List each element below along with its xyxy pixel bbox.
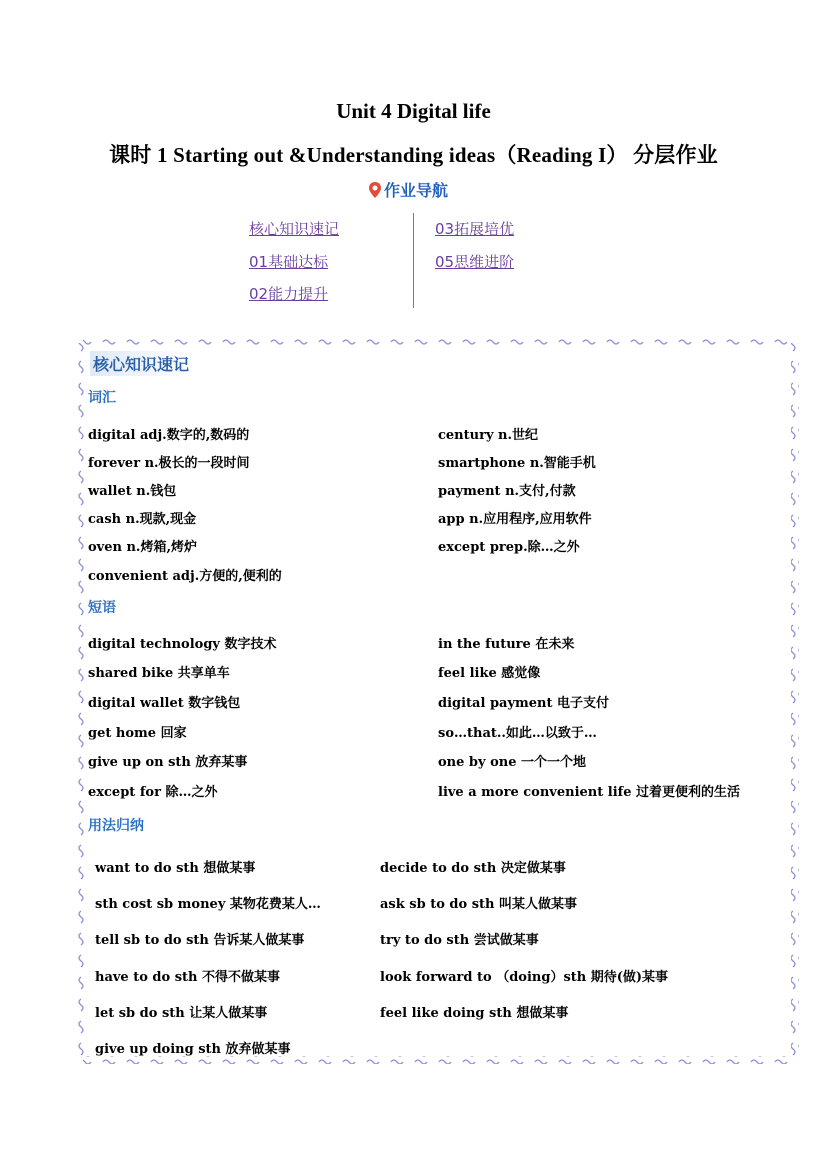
vocab-item: oven n.烤箱,烤炉 <box>88 540 197 555</box>
phrases-heading: 短语 <box>88 600 116 616</box>
vocab-heading: 词汇 <box>88 390 116 406</box>
usage-item: decide to do sth 决定做某事 <box>380 861 566 876</box>
vocab-item: payment n.支付,付款 <box>438 484 576 499</box>
usage-item: ask sb to do sth 叫某人做某事 <box>380 897 577 912</box>
nav-link-core-knowledge[interactable]: 核心知识速记 <box>249 220 340 238</box>
usage-item: have to do sth 不得不做某事 <box>95 970 281 985</box>
nav-link-basic[interactable]: 01基础达标 <box>249 253 329 271</box>
vocab-item: cash n.现款,现金 <box>88 512 197 527</box>
phrase-item: so…that..如此…以致于… <box>438 726 597 741</box>
phrase-item: give up on sth 放弃某事 <box>88 755 248 770</box>
usage-heading: 用法归纳 <box>88 818 144 834</box>
usage-item: look forward to （doing）sth 期待(做)某事 <box>380 970 669 985</box>
phrase-item: in the future 在未来 <box>438 637 575 652</box>
vocab-item: smartphone n.智能手机 <box>438 456 596 471</box>
nav-heading-text: 作业导航 <box>384 181 449 200</box>
usage-item: want to do sth 想做某事 <box>95 861 256 876</box>
vocab-item: wallet n.钱包 <box>88 484 177 499</box>
phrase-item: digital wallet 数字钱包 <box>88 696 241 711</box>
nav-divider <box>413 213 414 308</box>
nav-link-thinking[interactable]: 05思维进阶 <box>435 253 515 271</box>
core-knowledge-heading: 核心知识速记 <box>90 351 193 376</box>
usage-item: tell sb to do sth 告诉某人做某事 <box>95 933 305 948</box>
phrase-item: live a more convenient life 过着更便利的生活 <box>438 785 741 800</box>
document-subtitle: 课时 1 Starting out &Understanding ideas（Reading I） 分层作业 <box>109 143 718 167</box>
usage-item: let sb do sth 让某人做某事 <box>95 1006 268 1021</box>
phrase-item: shared bike 共享单车 <box>88 666 230 681</box>
document-title: Unit 4 Digital life <box>336 99 491 123</box>
nav-heading <box>368 178 448 201</box>
nav-link-ability[interactable]: 02能力提升 <box>249 285 329 303</box>
nav-link-extension[interactable]: 03拓展培优 <box>435 220 515 238</box>
phrase-item: one by one 一个一个地 <box>438 755 587 770</box>
location-pin-icon <box>368 181 382 199</box>
vocab-item: convenient adj.方便的,便利的 <box>88 569 282 584</box>
vocab-item: digital adj.数字的,数码的 <box>88 428 250 443</box>
phrase-item: feel like 感觉像 <box>438 666 541 681</box>
vocab-item: century n.世纪 <box>438 428 539 443</box>
usage-item: feel like doing sth 想做某事 <box>380 1006 569 1021</box>
vocab-item: except prep.除…之外 <box>438 540 580 555</box>
phrase-item: digital technology 数字技术 <box>88 637 277 652</box>
usage-item: give up doing sth 放弃做某事 <box>95 1042 291 1057</box>
usage-item: try to do sth 尝试做某事 <box>380 933 539 948</box>
phrase-item: digital payment 电子支付 <box>438 696 610 711</box>
usage-item: sth cost sb money 某物花费某人… <box>95 897 321 912</box>
phrase-item: except for 除…之外 <box>88 785 218 800</box>
phrase-item: get home 回家 <box>88 726 187 741</box>
vocab-item: app n.应用程序,应用软件 <box>438 512 592 527</box>
vocab-item: forever n.极长的一段时间 <box>88 456 250 471</box>
